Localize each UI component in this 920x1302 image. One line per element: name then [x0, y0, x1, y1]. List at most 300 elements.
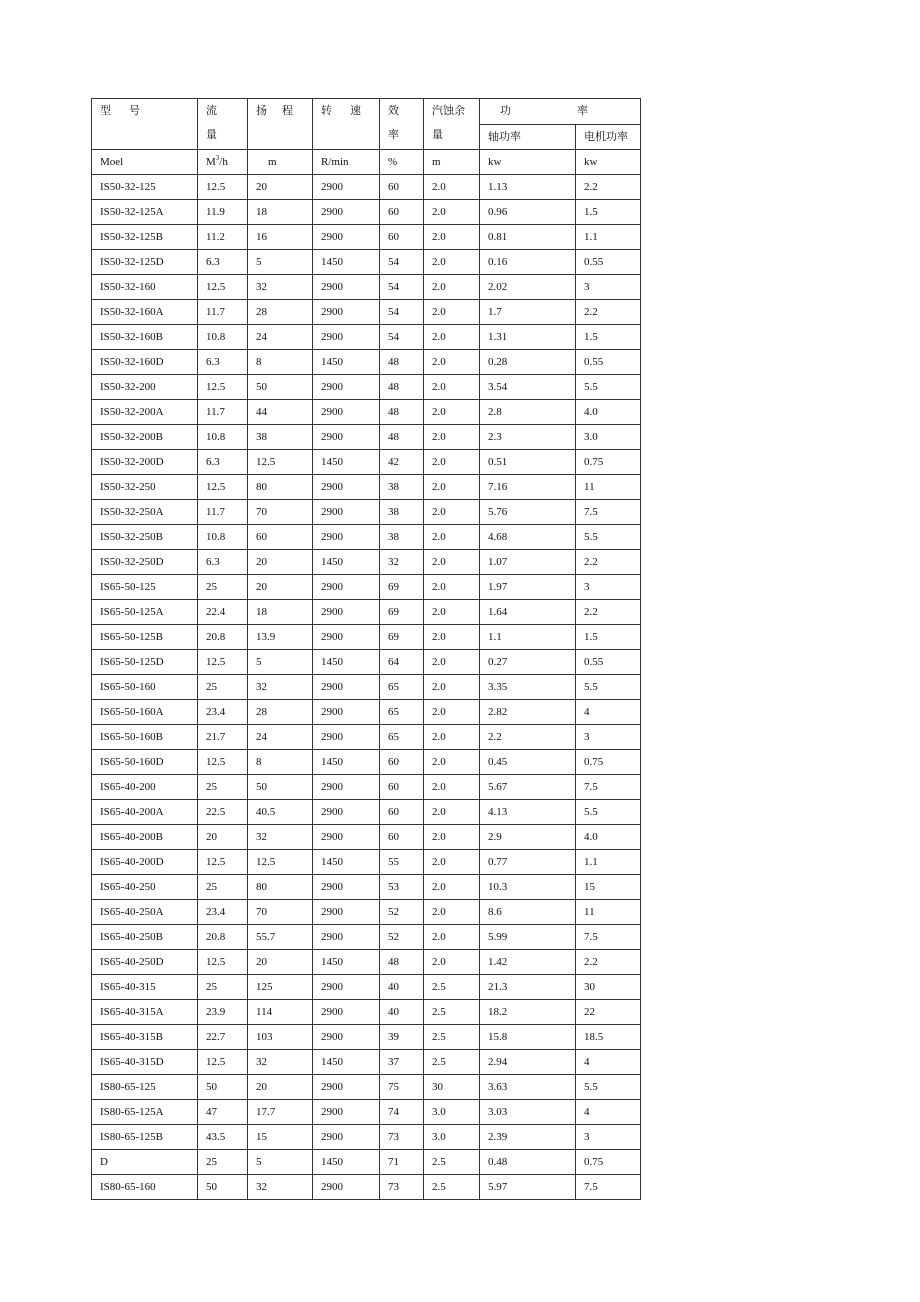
cell-npsh: 2.0 [424, 375, 480, 400]
cell-speed: 2900 [313, 225, 380, 250]
table-row [92, 950, 641, 975]
cell-head: 20 [248, 1075, 313, 1100]
cell-speed: 2900 [313, 675, 380, 700]
cell-model: IS65-40-200B [92, 825, 198, 850]
cell-motor-power: 0.75 [576, 1150, 641, 1175]
cell-head: 125 [248, 975, 313, 1000]
cell-motor-power: 0.75 [576, 450, 641, 475]
cell-flow: 11.7 [198, 500, 248, 525]
table-row [92, 875, 641, 900]
table-row [92, 675, 641, 700]
cell-model: D [92, 1150, 198, 1175]
table-row [92, 775, 641, 800]
cell-npsh: 2.0 [424, 175, 480, 200]
cell-model: IS65-40-200 [92, 775, 198, 800]
table-body [92, 99, 641, 1200]
table-row [92, 900, 641, 925]
cell-flow: 25 [198, 875, 248, 900]
cell-npsh: 2.0 [424, 575, 480, 600]
table-row [92, 1175, 641, 1200]
cell-efficiency: 64 [380, 650, 424, 675]
table-row [92, 1025, 641, 1050]
cell-flow: 10.8 [198, 325, 248, 350]
table-row [92, 250, 641, 275]
cell-efficiency: 73 [380, 1125, 424, 1150]
cell-efficiency: 69 [380, 600, 424, 625]
cell-head: 18 [248, 200, 313, 225]
cell-motor-power: 5.5 [576, 525, 641, 550]
cell-efficiency: 48 [380, 950, 424, 975]
cell-npsh: 2.0 [424, 225, 480, 250]
cell-motor-power: 18.5 [576, 1025, 641, 1050]
cell-speed: 2900 [313, 425, 380, 450]
cell-efficiency: 38 [380, 475, 424, 500]
cell-efficiency: 54 [380, 325, 424, 350]
cell-efficiency: 60 [380, 750, 424, 775]
cell-head: 70 [248, 900, 313, 925]
unit-speed: R/min [313, 150, 380, 175]
cell-flow: 22.7 [198, 1025, 248, 1050]
header-model-cn-text: 型号 [100, 105, 158, 117]
cell-shaft-power: 5.76 [480, 500, 576, 525]
cell-npsh: 2.0 [424, 525, 480, 550]
cell-npsh: 2.0 [424, 800, 480, 825]
cell-efficiency: 60 [380, 775, 424, 800]
table-row [92, 550, 641, 575]
cell-head: 60 [248, 525, 313, 550]
cell-efficiency: 65 [380, 700, 424, 725]
cell-speed: 2900 [313, 1125, 380, 1150]
cell-model: IS50-32-200B [92, 425, 198, 450]
cell-npsh: 2.0 [424, 675, 480, 700]
cell-speed: 2900 [313, 175, 380, 200]
cell-head: 20 [248, 175, 313, 200]
header-power-cn [480, 99, 641, 125]
unit-motor-power: kw [576, 150, 641, 175]
cell-efficiency: 60 [380, 200, 424, 225]
cell-motor-power: 5.5 [576, 800, 641, 825]
cell-head: 20 [248, 950, 313, 975]
cell-shaft-power: 0.16 [480, 250, 576, 275]
cell-flow: 21.7 [198, 725, 248, 750]
table-row [92, 350, 641, 375]
cell-npsh: 2.0 [424, 900, 480, 925]
cell-head: 5 [248, 1150, 313, 1175]
cell-head: 50 [248, 375, 313, 400]
cell-flow: 47 [198, 1100, 248, 1125]
header-head-cn-text: 扬程 [256, 105, 308, 117]
cell-motor-power: 2.2 [576, 950, 641, 975]
cell-flow: 22.4 [198, 600, 248, 625]
cell-npsh: 2.0 [424, 925, 480, 950]
table-row [92, 750, 641, 775]
cell-efficiency: 60 [380, 175, 424, 200]
unit-flow [198, 150, 248, 175]
cell-motor-power: 4.0 [576, 400, 641, 425]
cell-flow: 22.5 [198, 800, 248, 825]
cell-efficiency: 69 [380, 575, 424, 600]
cell-motor-power: 0.55 [576, 650, 641, 675]
cell-npsh: 2.0 [424, 450, 480, 475]
cell-flow: 12.5 [198, 850, 248, 875]
table-row [92, 1000, 641, 1025]
cell-speed: 2900 [313, 975, 380, 1000]
cell-head: 18 [248, 600, 313, 625]
cell-speed: 1450 [313, 750, 380, 775]
cell-model: IS80-65-125B [92, 1125, 198, 1150]
cell-motor-power: 1.5 [576, 325, 641, 350]
cell-npsh: 2.0 [424, 500, 480, 525]
cell-shaft-power: 1.1 [480, 625, 576, 650]
cell-speed: 2900 [313, 375, 380, 400]
table-row [92, 1125, 641, 1150]
cell-npsh: 2.5 [424, 1175, 480, 1200]
cell-npsh: 2.0 [424, 775, 480, 800]
cell-model: IS65-50-125A [92, 600, 198, 625]
cell-speed: 2900 [313, 275, 380, 300]
cell-efficiency: 37 [380, 1050, 424, 1075]
cell-model: IS65-40-315 [92, 975, 198, 1000]
cell-speed: 2900 [313, 900, 380, 925]
cell-shaft-power: 2.94 [480, 1050, 576, 1075]
cell-shaft-power: 21.3 [480, 975, 576, 1000]
cell-model: IS80-65-125 [92, 1075, 198, 1100]
cell-shaft-power: 2.3 [480, 425, 576, 450]
cell-motor-power: 1.5 [576, 200, 641, 225]
cell-shaft-power: 1.97 [480, 575, 576, 600]
table-row [92, 425, 641, 450]
cell-efficiency: 48 [380, 400, 424, 425]
cell-npsh: 2.5 [424, 975, 480, 1000]
cell-motor-power: 15 [576, 875, 641, 900]
cell-shaft-power: 0.51 [480, 450, 576, 475]
header-row-names [92, 99, 641, 125]
cell-speed: 2900 [313, 875, 380, 900]
cell-efficiency: 65 [380, 675, 424, 700]
cell-shaft-power: 3.63 [480, 1075, 576, 1100]
unit-head: m [248, 150, 313, 175]
unit-eff: % [380, 150, 424, 175]
cell-model: IS50-32-125D [92, 250, 198, 275]
cell-flow: 12.5 [198, 375, 248, 400]
cell-model: IS65-50-125B [92, 625, 198, 650]
cell-npsh: 30 [424, 1075, 480, 1100]
cell-head: 103 [248, 1025, 313, 1050]
cell-head: 28 [248, 300, 313, 325]
cell-model: IS65-40-200A [92, 800, 198, 825]
cell-shaft-power: 0.96 [480, 200, 576, 225]
cell-model: IS65-40-250 [92, 875, 198, 900]
table-row [92, 500, 641, 525]
cell-shaft-power: 5.99 [480, 925, 576, 950]
cell-flow: 6.3 [198, 250, 248, 275]
cell-speed: 1450 [313, 1050, 380, 1075]
cell-speed: 2900 [313, 1025, 380, 1050]
table-row [92, 800, 641, 825]
cell-shaft-power: 0.81 [480, 225, 576, 250]
cell-flow: 11.9 [198, 200, 248, 225]
cell-model: IS50-32-200D [92, 450, 198, 475]
cell-shaft-power: 4.68 [480, 525, 576, 550]
cell-model: IS50-32-200 [92, 375, 198, 400]
cell-speed: 2900 [313, 925, 380, 950]
cell-flow: 20.8 [198, 625, 248, 650]
cell-efficiency: 48 [380, 375, 424, 400]
cell-npsh: 2.0 [424, 950, 480, 975]
cell-speed: 1450 [313, 550, 380, 575]
header-row-units [92, 150, 641, 175]
cell-model: IS65-50-160B [92, 725, 198, 750]
table-row [92, 625, 641, 650]
cell-motor-power: 11 [576, 475, 641, 500]
cell-efficiency: 54 [380, 300, 424, 325]
cell-shaft-power: 8.6 [480, 900, 576, 925]
table-row [92, 925, 641, 950]
cell-speed: 1450 [313, 950, 380, 975]
cell-efficiency: 53 [380, 875, 424, 900]
cell-head: 38 [248, 425, 313, 450]
cell-motor-power: 7.5 [576, 775, 641, 800]
cell-model: IS50-32-160B [92, 325, 198, 350]
cell-npsh: 3.0 [424, 1100, 480, 1125]
header-speed-cn-text: 转速 [321, 105, 379, 117]
cell-speed: 2900 [313, 200, 380, 225]
cell-motor-power: 0.55 [576, 250, 641, 275]
cell-efficiency: 38 [380, 500, 424, 525]
cell-shaft-power: 1.42 [480, 950, 576, 975]
cell-shaft-power: 1.7 [480, 300, 576, 325]
cell-model: IS65-40-315D [92, 1050, 198, 1075]
table-row [92, 175, 641, 200]
header-npsh-cn-bottom: 量 [432, 129, 443, 141]
cell-model: IS65-50-160D [92, 750, 198, 775]
cell-head: 32 [248, 1050, 313, 1075]
table-row [92, 450, 641, 475]
cell-efficiency: 39 [380, 1025, 424, 1050]
cell-npsh: 2.0 [424, 425, 480, 450]
cell-model: IS65-50-125D [92, 650, 198, 675]
cell-motor-power: 7.5 [576, 500, 641, 525]
cell-head: 5 [248, 650, 313, 675]
cell-npsh: 2.0 [424, 325, 480, 350]
cell-speed: 2900 [313, 800, 380, 825]
cell-model: IS50-32-125B [92, 225, 198, 250]
cell-shaft-power: 10.3 [480, 875, 576, 900]
cell-model: IS80-65-125A [92, 1100, 198, 1125]
cell-flow: 25 [198, 775, 248, 800]
cell-head: 8 [248, 350, 313, 375]
header-flow-cn [198, 99, 248, 150]
cell-motor-power: 4 [576, 700, 641, 725]
cell-motor-power: 3 [576, 1125, 641, 1150]
cell-speed: 2900 [313, 475, 380, 500]
table-row [92, 225, 641, 250]
cell-shaft-power: 0.45 [480, 750, 576, 775]
cell-flow: 12.5 [198, 650, 248, 675]
cell-speed: 2900 [313, 625, 380, 650]
cell-efficiency: 74 [380, 1100, 424, 1125]
cell-motor-power: 0.75 [576, 750, 641, 775]
cell-npsh: 2.0 [424, 650, 480, 675]
cell-flow: 11.7 [198, 400, 248, 425]
cell-flow: 6.3 [198, 450, 248, 475]
cell-speed: 2900 [313, 725, 380, 750]
cell-speed: 2900 [313, 600, 380, 625]
cell-flow: 10.8 [198, 425, 248, 450]
cell-npsh: 2.0 [424, 825, 480, 850]
cell-shaft-power: 3.03 [480, 1100, 576, 1125]
cell-efficiency: 52 [380, 900, 424, 925]
cell-shaft-power: 0.27 [480, 650, 576, 675]
cell-motor-power: 3 [576, 725, 641, 750]
cell-head: 20 [248, 575, 313, 600]
cell-efficiency: 71 [380, 1150, 424, 1175]
cell-npsh: 2.5 [424, 1150, 480, 1175]
cell-model: IS50-32-125 [92, 175, 198, 200]
cell-npsh: 2.0 [424, 875, 480, 900]
cell-flow: 23.4 [198, 900, 248, 925]
cell-model: IS65-40-315A [92, 1000, 198, 1025]
cell-motor-power: 11 [576, 900, 641, 925]
cell-efficiency: 48 [380, 350, 424, 375]
cell-flow: 12.5 [198, 1050, 248, 1075]
cell-head: 5 [248, 250, 313, 275]
cell-efficiency: 73 [380, 1175, 424, 1200]
cell-flow: 50 [198, 1175, 248, 1200]
cell-speed: 2900 [313, 1100, 380, 1125]
cell-motor-power: 2.2 [576, 600, 641, 625]
header-model-cn [92, 99, 198, 150]
cell-efficiency: 40 [380, 975, 424, 1000]
table-row [92, 975, 641, 1000]
cell-motor-power: 2.2 [576, 175, 641, 200]
table-row [92, 575, 641, 600]
cell-npsh: 2.0 [424, 350, 480, 375]
cell-flow: 11.7 [198, 300, 248, 325]
cell-flow: 12.5 [198, 175, 248, 200]
cell-flow: 23.9 [198, 1000, 248, 1025]
cell-model: IS50-32-160D [92, 350, 198, 375]
cell-head: 40.5 [248, 800, 313, 825]
cell-shaft-power: 18.2 [480, 1000, 576, 1025]
cell-head: 80 [248, 875, 313, 900]
cell-head: 15 [248, 1125, 313, 1150]
table-row [92, 1050, 641, 1075]
cell-head: 17.7 [248, 1100, 313, 1125]
cell-efficiency: 52 [380, 925, 424, 950]
cell-npsh: 2.0 [424, 600, 480, 625]
table-row [92, 825, 641, 850]
table-row [92, 700, 641, 725]
cell-flow: 20 [198, 825, 248, 850]
cell-shaft-power: 2.9 [480, 825, 576, 850]
header-npsh-cn-top: 汽蚀余 [432, 105, 465, 117]
cell-model: IS50-32-200A [92, 400, 198, 425]
cell-motor-power: 7.5 [576, 1175, 641, 1200]
cell-flow: 12.5 [198, 275, 248, 300]
unit-shaft-power: kw [480, 150, 576, 175]
cell-speed: 2900 [313, 400, 380, 425]
cell-motor-power: 1.1 [576, 225, 641, 250]
header-head-cn [248, 99, 313, 150]
cell-head: 28 [248, 700, 313, 725]
table-row [92, 275, 641, 300]
cell-head: 16 [248, 225, 313, 250]
cell-head: 13.9 [248, 625, 313, 650]
cell-model: IS50-32-250A [92, 500, 198, 525]
cell-model: IS80-65-160 [92, 1175, 198, 1200]
cell-npsh: 2.0 [424, 200, 480, 225]
cell-shaft-power: 3.35 [480, 675, 576, 700]
cell-flow: 6.3 [198, 550, 248, 575]
cell-npsh: 2.0 [424, 250, 480, 275]
cell-model: IS65-40-250A [92, 900, 198, 925]
header-eff-cn-top: 效 [388, 105, 399, 117]
table-row [92, 475, 641, 500]
cell-speed: 2900 [313, 1075, 380, 1100]
cell-shaft-power: 2.8 [480, 400, 576, 425]
cell-npsh: 2.0 [424, 400, 480, 425]
cell-shaft-power: 0.48 [480, 1150, 576, 1175]
cell-head: 20 [248, 550, 313, 575]
table-row [92, 600, 641, 625]
cell-speed: 1450 [313, 850, 380, 875]
header-motor-power-cn: 电机功率 [576, 124, 641, 150]
cell-shaft-power: 1.07 [480, 550, 576, 575]
cell-model: IS50-32-160A [92, 300, 198, 325]
cell-shaft-power: 2.2 [480, 725, 576, 750]
cell-speed: 1450 [313, 650, 380, 675]
cell-motor-power: 4 [576, 1050, 641, 1075]
cell-motor-power: 5.5 [576, 675, 641, 700]
cell-motor-power: 4 [576, 1100, 641, 1125]
cell-head: 55.7 [248, 925, 313, 950]
cell-flow: 25 [198, 575, 248, 600]
cell-flow: 10.8 [198, 525, 248, 550]
cell-speed: 2900 [313, 825, 380, 850]
cell-speed: 2900 [313, 1000, 380, 1025]
cell-npsh: 2.0 [424, 275, 480, 300]
cell-model: IS65-40-250B [92, 925, 198, 950]
cell-flow: 11.2 [198, 225, 248, 250]
cell-flow: 43.5 [198, 1125, 248, 1150]
cell-head: 24 [248, 725, 313, 750]
cell-npsh: 2.0 [424, 725, 480, 750]
cell-efficiency: 60 [380, 825, 424, 850]
table-row [92, 325, 641, 350]
cell-motor-power: 0.55 [576, 350, 641, 375]
cell-flow: 6.3 [198, 350, 248, 375]
cell-npsh: 2.0 [424, 550, 480, 575]
cell-efficiency: 38 [380, 525, 424, 550]
cell-head: 114 [248, 1000, 313, 1025]
table-row [92, 725, 641, 750]
cell-efficiency: 60 [380, 800, 424, 825]
cell-head: 80 [248, 475, 313, 500]
unit-flow-tail: /h [219, 156, 228, 168]
cell-efficiency: 54 [380, 250, 424, 275]
cell-shaft-power: 4.13 [480, 800, 576, 825]
cell-shaft-power: 15.8 [480, 1025, 576, 1050]
cell-speed: 1450 [313, 250, 380, 275]
cell-efficiency: 69 [380, 625, 424, 650]
cell-model: IS65-50-160 [92, 675, 198, 700]
cell-efficiency: 60 [380, 225, 424, 250]
cell-flow: 20.8 [198, 925, 248, 950]
table-row [92, 650, 641, 675]
table-row [92, 1150, 641, 1175]
cell-npsh: 2.5 [424, 1000, 480, 1025]
